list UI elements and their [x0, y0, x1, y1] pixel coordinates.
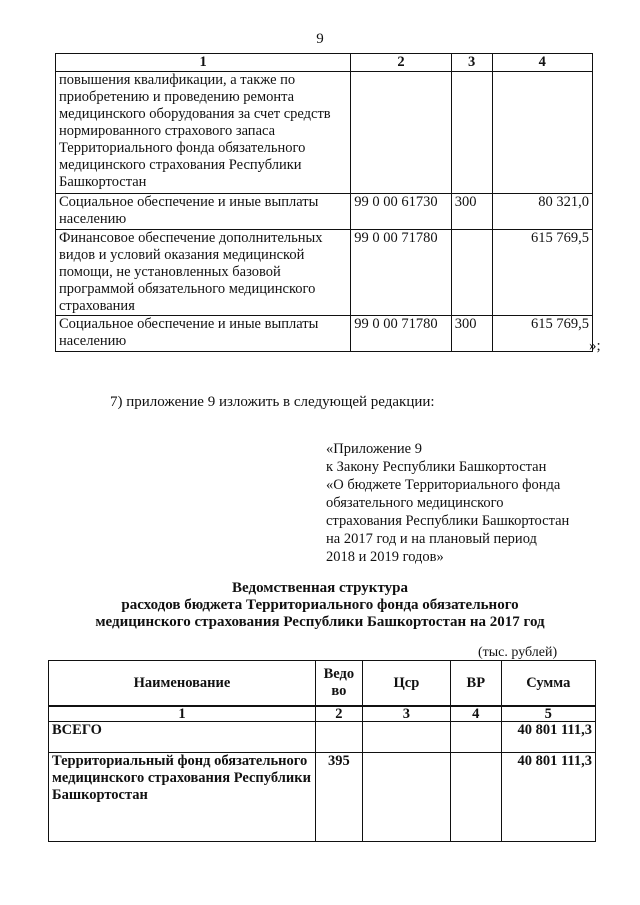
row-vr [450, 722, 501, 753]
row-vr: 300 [451, 194, 492, 230]
header-ved-line2: во [331, 683, 347, 699]
closing-quote: »; [589, 338, 601, 354]
page-number: 9 [316, 31, 324, 47]
table-row [49, 753, 596, 842]
row-amount: 615 769,5 [492, 316, 592, 352]
row-code: 99 0 00 71780 [351, 316, 451, 352]
header-vr: ВР [450, 661, 501, 707]
appendix-line: на 2017 год и на плановый период [326, 531, 537, 547]
row-name: Территориальный фонд обязательного медицинского страхования Республики Башкортостан [49, 753, 316, 842]
row-name: ВСЕГО [49, 722, 316, 753]
appendix-line: «Приложение 9 [326, 441, 422, 457]
row-sum: 40 801 111,3 [501, 722, 595, 753]
header-ved [315, 661, 362, 707]
row-vr [451, 72, 492, 194]
col-number: 2 [315, 706, 362, 722]
row-sum: 40 801 111,3 [501, 753, 595, 842]
col-4-header: 4 [492, 54, 592, 72]
table-row [56, 72, 593, 194]
row-ved [315, 722, 362, 753]
row-tsr [362, 722, 450, 753]
col-number: 4 [450, 706, 501, 722]
table-header-row [56, 54, 593, 72]
table-header-row [49, 661, 596, 707]
header-sum: Сумма [501, 661, 595, 707]
row-name: Финансовое обеспечение дополнительных видов и условий оказания медицинской помощи, не установленных базовой программой обязательного медицинского страхования [56, 230, 351, 316]
header-tsr: Цср [362, 661, 450, 707]
row-tsr [362, 753, 450, 842]
instruction-paragraph: 7) приложение 9 изложить в следующей редакции: [110, 394, 435, 410]
continuation-table [55, 53, 593, 352]
document-title [0, 580, 640, 631]
appendix-line: обязательного медицинского [326, 495, 504, 511]
appendix-line: страхования Республики Башкортостан [326, 513, 570, 529]
appendix-line: «О бюджете Территориального фонда [326, 477, 561, 493]
row-vr: 300 [451, 316, 492, 352]
row-name: Социальное обеспечение и иные выплаты населению [56, 194, 351, 230]
units-label: (тыс. рублей) [478, 645, 558, 660]
appendix-line: к Закону Республики Башкортостан [326, 459, 547, 475]
title-line: расходов бюджета Территориального фонда обязательного [121, 597, 519, 613]
row-name: Социальное обеспечение и иные выплаты населению [56, 316, 351, 352]
row-code [351, 72, 451, 194]
row-code: 99 0 00 61730 [351, 194, 451, 230]
table-row [56, 316, 593, 352]
row-ved: 395 [315, 753, 362, 842]
table-row [56, 230, 593, 316]
title-line: медицинского страхования Республики Башкортостан на 2017 год [95, 614, 545, 630]
row-amount: 80 321,0 [492, 194, 592, 230]
row-amount [492, 72, 592, 194]
col-number: 3 [362, 706, 450, 722]
header-name: Наименование [49, 661, 316, 707]
appendix-line: 2018 и 2019 годов» [326, 549, 444, 565]
row-amount: 615 769,5 [492, 230, 592, 316]
appendix-heading [326, 440, 569, 566]
col-number: 1 [49, 706, 316, 722]
title-line: Ведомственная структура [232, 580, 408, 596]
column-numbers-row [49, 706, 596, 722]
col-number: 5 [501, 706, 595, 722]
table-row [56, 194, 593, 230]
budget-structure-table [48, 660, 596, 842]
table-row [49, 722, 596, 753]
row-name: повышения квалификации, а также по приобретению и проведению ремонта медицинского оборудования за счет средств нормированного страхового запаса Территориального фонда обязательного медицинского страхования Республики Башкортостан [56, 72, 351, 194]
col-1-header: 1 [56, 54, 351, 72]
row-vr [451, 230, 492, 316]
row-vr [450, 753, 501, 842]
col-3-header: 3 [451, 54, 492, 72]
header-ved-line1: Ведо [323, 666, 355, 682]
row-code: 99 0 00 71780 [351, 230, 451, 316]
col-2-header: 2 [351, 54, 451, 72]
